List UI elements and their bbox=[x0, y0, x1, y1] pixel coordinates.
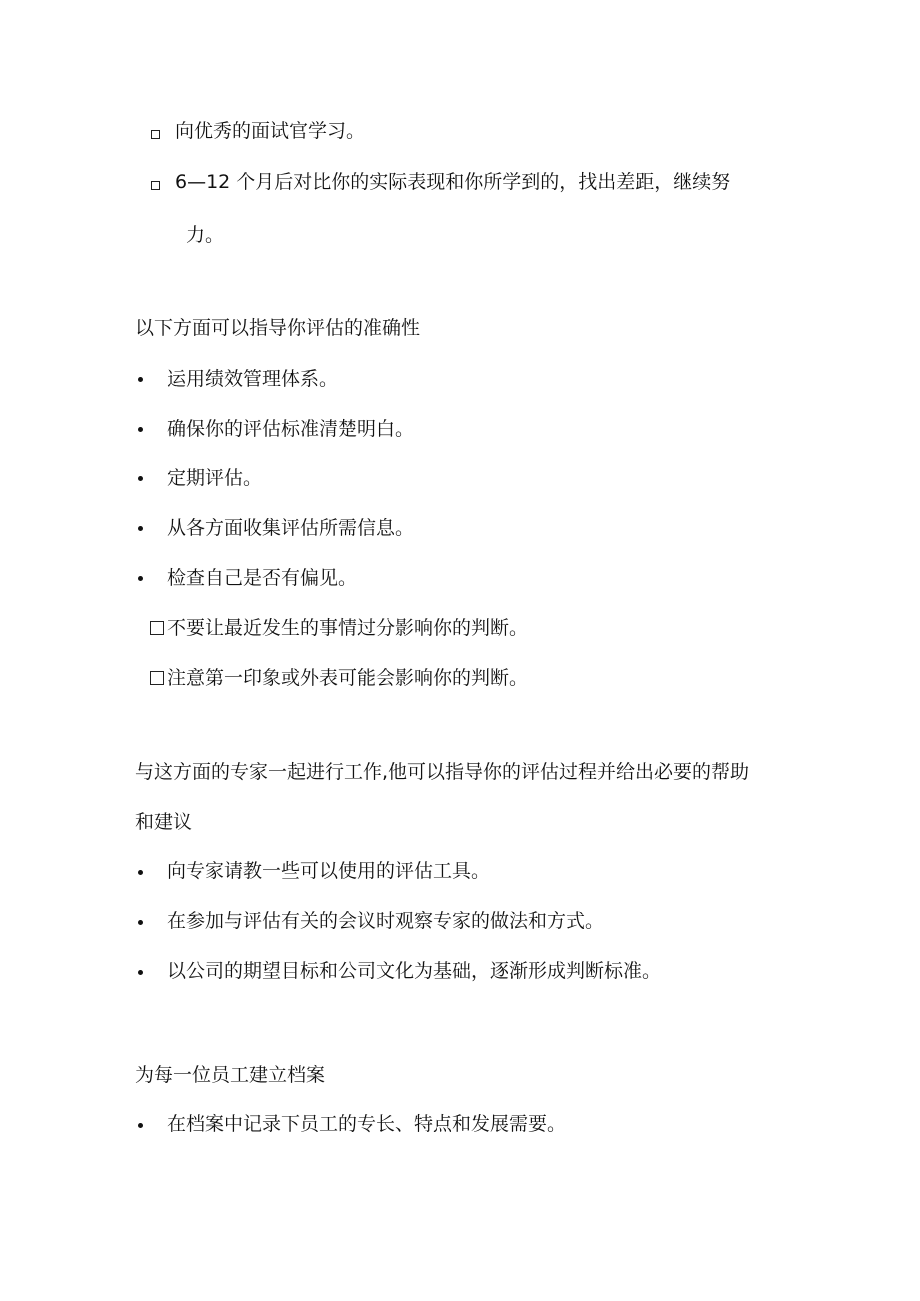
bullet-icon bbox=[138, 1123, 143, 1128]
list-item: 在参加与评估有关的会议时观察专家的做法和方式。 bbox=[167, 910, 605, 932]
list-item: 从各方面收集评估所需信息。 bbox=[167, 517, 415, 539]
bullet-icon bbox=[138, 576, 143, 581]
list-item: 定期评估。 bbox=[167, 467, 263, 489]
list-item: 检查自己是否有偏见。 bbox=[167, 567, 358, 589]
square-bullet-icon bbox=[151, 130, 160, 139]
list-item: 向优秀的面试官学习。 bbox=[175, 120, 366, 142]
bullet-icon bbox=[138, 970, 143, 975]
bullet-icon bbox=[138, 377, 143, 382]
bullet-icon bbox=[138, 427, 143, 432]
sub-list-item: 注意第一印象或外表可能会影响你的判断。 bbox=[150, 665, 528, 691]
section-heading: 为每一位员工建立档案 bbox=[135, 1064, 326, 1086]
list-item: 6—12 个月后对比你的实际表现和你所学到的，找出差距，继续努 bbox=[175, 171, 731, 193]
list-item: 运用绩效管理体系。 bbox=[167, 368, 339, 390]
bullet-icon bbox=[138, 476, 143, 481]
sub-list-item: 不要让最近发生的事情过分影响你的判断。 bbox=[150, 615, 528, 641]
checkbox-square-icon bbox=[150, 621, 164, 635]
square-bullet-icon bbox=[151, 181, 160, 190]
checkbox-square-icon bbox=[150, 671, 164, 685]
bullet-icon bbox=[138, 920, 143, 925]
list-item: 在档案中记录下员工的专长、特点和发展需要。 bbox=[167, 1113, 567, 1135]
bullet-icon bbox=[138, 526, 143, 531]
list-item-continuation: 力。 bbox=[186, 224, 225, 246]
bullet-icon bbox=[138, 870, 143, 875]
section-heading-continuation: 和建议 bbox=[135, 811, 193, 833]
list-item: 向专家请教一些可以使用的评估工具。 bbox=[167, 860, 491, 882]
section-heading: 与这方面的专家一起进行工作,他可以指导你的评估过程并给出必要的帮助 bbox=[135, 761, 750, 783]
section-heading: 以下方面可以指导你评估的准确性 bbox=[135, 317, 421, 339]
list-item: 确保你的评估标准清楚明白。 bbox=[167, 418, 415, 440]
list-item: 以公司的期望目标和公司文化为基础，逐渐形成判断标准。 bbox=[167, 960, 662, 982]
